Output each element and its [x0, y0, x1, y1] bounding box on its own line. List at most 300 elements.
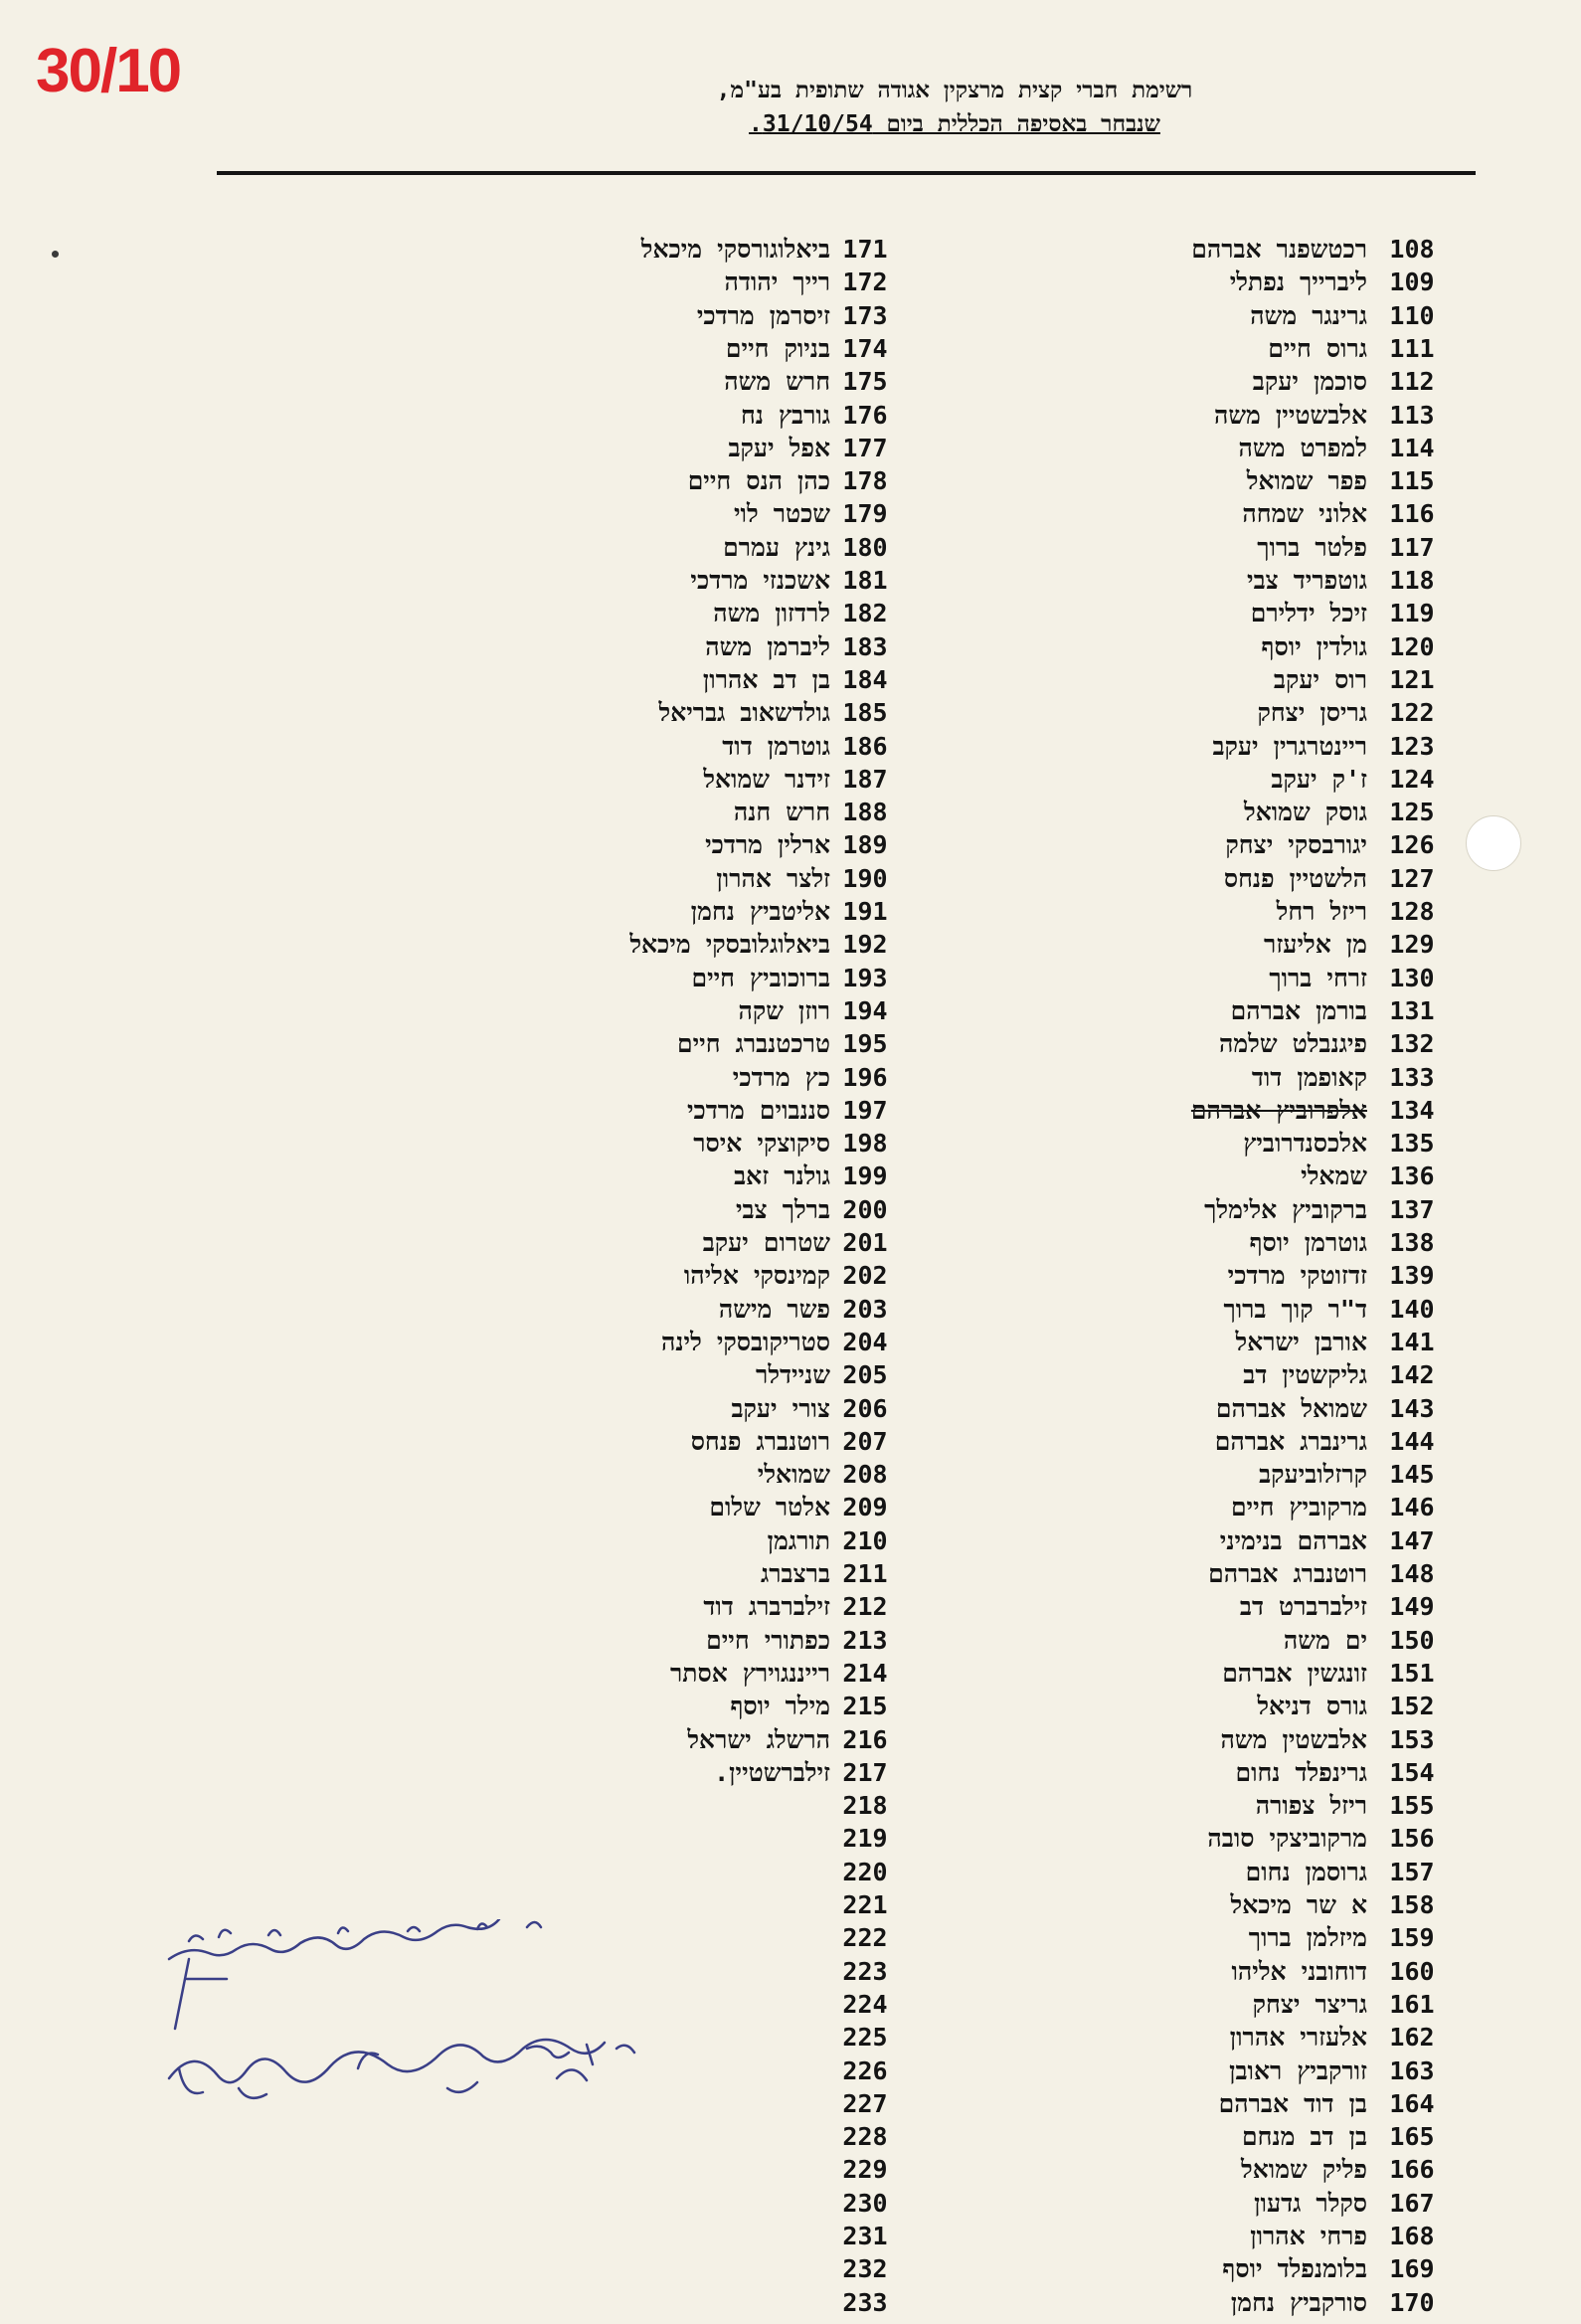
member-row — [1269, 962, 1482, 994]
member-row — [438, 299, 994, 332]
member-number: 112 — [1389, 367, 1435, 397]
member-row — [1208, 1557, 1482, 1590]
member-name: סננבוים מרדכי — [686, 1095, 830, 1125]
member-row — [438, 464, 994, 497]
member-name: אשכנזי מרדכי — [690, 566, 830, 595]
member-row — [438, 432, 994, 464]
member-row — [1213, 399, 1482, 432]
member-number: 224 — [842, 1989, 888, 2019]
member-name: רכטשפנר אברהם — [1191, 235, 1367, 264]
member-row — [1250, 597, 1482, 629]
member-name: רייננגוירץ אסתר — [669, 1658, 830, 1688]
member-name: ביאלוגלובסקי מיכאל — [629, 930, 830, 960]
member-number: 119 — [1389, 599, 1435, 628]
member-name: מן אליעזר — [1264, 930, 1367, 960]
member-number: 220 — [842, 1857, 888, 1886]
member-number: 185 — [842, 698, 888, 728]
member-number: 159 — [1389, 1923, 1435, 1953]
member-row — [438, 1557, 994, 1590]
member-name: סיקוצקי איסר — [693, 1129, 830, 1159]
member-name: חרש חנה — [733, 798, 830, 827]
member-name: רוטנברג פנחס — [690, 1426, 830, 1456]
member-name: ליברמן משה — [705, 631, 830, 661]
member-row — [438, 1326, 994, 1358]
member-row — [438, 233, 994, 266]
member-name: זיסרמן מרדכי — [696, 300, 830, 330]
member-number: 175 — [842, 367, 888, 397]
member-number: 192 — [842, 930, 888, 960]
member-name: בורמן אברהם — [1230, 995, 1367, 1025]
member-number: 184 — [842, 664, 888, 694]
member-name: תורגמן — [767, 1525, 830, 1555]
member-row — [1273, 663, 1482, 696]
member-row — [1242, 497, 1482, 530]
member-number: 142 — [1389, 1360, 1435, 1390]
member-name: בניוק חיים — [725, 333, 830, 363]
member-number: 208 — [842, 1460, 888, 1490]
member-row — [438, 531, 994, 564]
member-name: ברוכוביץ חיים — [691, 963, 830, 992]
member-row — [1255, 1789, 1482, 1822]
member-number: 194 — [842, 995, 888, 1025]
member-name: הלשטיין פנחס — [1223, 863, 1367, 893]
member-name: גורס דניאל — [1257, 1692, 1367, 1721]
member-name: סטריקובסקי לינה — [661, 1327, 830, 1356]
document-title: רשימת חברי קצית מרצקין אגודה שתופית בע"מ, — [716, 78, 1193, 103]
member-number: 189 — [842, 830, 888, 860]
member-number: 125 — [1389, 798, 1435, 827]
member-row — [1252, 1988, 1482, 2021]
member-row — [438, 1822, 994, 1855]
member-row — [1190, 1094, 1482, 1127]
member-number: 141 — [1389, 1327, 1435, 1356]
member-name: צורי יעקב — [731, 1393, 830, 1423]
member-name: שמאלי — [1301, 1162, 1367, 1191]
member-row — [438, 1458, 994, 1491]
member-row — [438, 1888, 994, 1921]
member-row — [438, 497, 994, 530]
member-name: גרינברג אברהם — [1214, 1426, 1367, 1456]
member-number: 156 — [1389, 1824, 1435, 1854]
member-number: 178 — [842, 466, 888, 496]
member-number: 133 — [1389, 1062, 1435, 1092]
member-number: 204 — [842, 1327, 888, 1356]
member-number: 214 — [842, 1658, 888, 1688]
member-row — [1248, 1921, 1482, 1954]
member-number: 128 — [1389, 897, 1435, 926]
member-number: 174 — [842, 333, 888, 363]
member-number: 157 — [1389, 1857, 1435, 1886]
member-number: 198 — [842, 1129, 888, 1159]
member-row — [438, 1061, 994, 1094]
member-name: שכטר לוי — [734, 499, 830, 529]
punch-hole — [1466, 815, 1521, 871]
member-name: רוטנברג אברהם — [1208, 1559, 1367, 1588]
member-name: ריזל רחל — [1276, 897, 1367, 926]
member-number: 177 — [842, 433, 888, 462]
member-row — [438, 663, 994, 696]
member-name: סוכמן יעקב — [1252, 367, 1367, 397]
member-number: 211 — [842, 1559, 888, 1588]
member-number: 176 — [842, 400, 888, 430]
member-name: גורבץ נח — [741, 400, 830, 430]
member-number: 200 — [842, 1194, 888, 1224]
member-name: רוס יעקב — [1273, 664, 1367, 694]
member-row — [1246, 464, 1482, 497]
member-number: 191 — [842, 897, 888, 926]
member-number: 129 — [1389, 930, 1435, 960]
member-name: כץ מרדכי — [732, 1062, 830, 1092]
member-name: זדזוטקי מרדכי — [1227, 1261, 1367, 1291]
member-name: אלטר שלום — [709, 1493, 830, 1522]
member-name: גוטרמן יוסף — [1249, 1228, 1367, 1257]
member-number: 134 — [1389, 1095, 1435, 1125]
member-number: 151 — [1389, 1658, 1435, 1688]
member-number: 167 — [1389, 2188, 1435, 2218]
member-row — [1238, 432, 1482, 464]
member-number: 146 — [1389, 1493, 1435, 1522]
member-number: 126 — [1389, 830, 1435, 860]
member-row — [438, 1491, 994, 1523]
member-row — [438, 597, 994, 629]
member-name: הרשלג ישראל — [687, 1724, 830, 1754]
member-number: 123 — [1389, 731, 1435, 761]
member-row — [1250, 2220, 1482, 2252]
member-number: 121 — [1389, 664, 1435, 694]
member-number: 227 — [842, 2088, 888, 2118]
handwritten-signatures — [149, 1919, 666, 2148]
member-row — [438, 564, 994, 597]
member-row — [438, 828, 994, 861]
member-number: 171 — [842, 235, 888, 264]
member-name: ד"ר קוך ברוך — [1223, 1294, 1367, 1324]
member-row — [438, 1756, 994, 1789]
member-number: 155 — [1389, 1791, 1435, 1821]
member-row — [438, 365, 994, 398]
member-number: 166 — [1389, 2155, 1435, 2185]
member-name: גרוסמן נחום — [1245, 1857, 1367, 1886]
member-number: 115 — [1389, 466, 1435, 496]
member-name: אלכסנדרוביץ — [1243, 1129, 1367, 1159]
member-number: 209 — [842, 1493, 888, 1522]
member-number: 118 — [1389, 566, 1435, 595]
member-number: 219 — [842, 1824, 888, 1854]
member-name: פיגנבלט שלמה — [1218, 1029, 1367, 1059]
member-name: מילר יוסף — [730, 1692, 830, 1721]
member-row — [1230, 1888, 1482, 1921]
member-name: ברקוביץ אלימלך — [1204, 1194, 1367, 1224]
member-row — [1252, 365, 1482, 398]
member-number: 232 — [842, 2254, 888, 2284]
member-row — [1219, 1524, 1482, 1557]
member-name: דוחובני אליהו — [1231, 1956, 1367, 1986]
member-name: אפל יעקב — [728, 433, 830, 462]
member-row — [1231, 1955, 1482, 1988]
member-name: כהן הנס חיים — [687, 466, 830, 496]
member-row — [438, 1160, 994, 1192]
member-number: 138 — [1389, 1228, 1435, 1257]
member-name: שניידלר — [756, 1360, 830, 1390]
member-row — [438, 895, 994, 928]
page-number-stamp: 30/10 — [36, 37, 181, 105]
member-name: גרינפלד נחום — [1235, 1757, 1367, 1787]
member-row — [438, 1358, 994, 1391]
member-row — [438, 862, 994, 895]
member-name: ליברייך נפתלי — [1229, 268, 1367, 297]
member-row — [1191, 233, 1482, 266]
member-row — [1283, 1624, 1482, 1657]
member-row — [1223, 1293, 1482, 1326]
member-name: בן דב אהרון — [702, 664, 830, 694]
member-name: שטרום יעקב — [702, 1228, 830, 1257]
member-row — [1239, 1590, 1482, 1623]
member-row — [438, 696, 994, 729]
member-row — [438, 1657, 994, 1690]
member-row — [1245, 1856, 1482, 1888]
member-row — [1250, 299, 1482, 332]
member-number: 179 — [842, 499, 888, 529]
member-name: פשר מישה — [718, 1294, 830, 1324]
member-number: 150 — [1389, 1625, 1435, 1655]
member-row — [1259, 1458, 1482, 1491]
member-name: ים משה — [1283, 1625, 1367, 1655]
member-row — [1257, 696, 1482, 729]
member-name: ברצברג — [760, 1559, 830, 1588]
member-row — [1220, 1723, 1482, 1756]
member-row — [438, 630, 994, 663]
member-number: 193 — [842, 963, 888, 992]
member-row — [438, 1590, 994, 1623]
member-row — [1229, 2055, 1482, 2087]
member-number: 109 — [1389, 268, 1435, 297]
member-row — [1244, 796, 1482, 828]
member-number: 223 — [842, 1956, 888, 1986]
member-row — [1243, 1127, 1482, 1160]
member-name: פליק שמואל — [1241, 2155, 1367, 2185]
member-number: 163 — [1389, 2056, 1435, 2085]
member-name: ריינטרגרין יעקב — [1212, 731, 1367, 761]
member-number: 218 — [842, 1791, 888, 1821]
member-number: 170 — [1389, 2287, 1435, 2317]
member-row — [1251, 1061, 1482, 1094]
member-row — [1223, 862, 1482, 895]
member-row — [438, 2286, 994, 2319]
member-number: 110 — [1389, 300, 1435, 330]
member-number: 230 — [842, 2188, 888, 2218]
member-name: גריצר יצחק — [1252, 1989, 1367, 2019]
member-number: 143 — [1389, 1393, 1435, 1423]
member-number: 149 — [1389, 1592, 1435, 1622]
member-row — [1254, 2187, 1482, 2220]
member-number: 124 — [1389, 764, 1435, 794]
member-number: 116 — [1389, 499, 1435, 529]
member-name: ז'ק יעקב — [1271, 764, 1367, 794]
member-name: אורבן ישראל — [1235, 1327, 1367, 1356]
member-row — [1257, 1690, 1482, 1722]
member-number: 229 — [842, 2155, 888, 2185]
member-name: קרזלוביעקב — [1259, 1460, 1367, 1490]
member-name: זלצר אהרון — [716, 863, 830, 893]
member-number: 199 — [842, 1162, 888, 1191]
member-row — [438, 2187, 994, 2220]
member-number: 205 — [842, 1360, 888, 1390]
member-number: 131 — [1389, 995, 1435, 1025]
member-number: 122 — [1389, 698, 1435, 728]
member-number: 210 — [842, 1525, 888, 1555]
margin-dot — [52, 251, 59, 258]
member-row — [1222, 2252, 1482, 2285]
member-row — [438, 1127, 994, 1160]
member-name: רוזן שקה — [738, 995, 830, 1025]
member-name: גליקשטין דב — [1243, 1360, 1367, 1390]
member-row — [438, 2220, 994, 2252]
member-number: 137 — [1389, 1194, 1435, 1224]
member-row — [1230, 2286, 1482, 2319]
member-number: 186 — [842, 731, 888, 761]
member-number: 161 — [1389, 1989, 1435, 2019]
member-number: 132 — [1389, 1029, 1435, 1059]
member-number: 180 — [842, 532, 888, 562]
member-row — [438, 1226, 994, 1259]
member-number: 147 — [1389, 1525, 1435, 1555]
member-name: גוסק שמואל — [1244, 798, 1367, 827]
member-name: רייך יהודה — [724, 268, 830, 297]
member-number: 233 — [842, 2287, 888, 2317]
member-row — [1222, 1657, 1482, 1690]
member-number: 183 — [842, 631, 888, 661]
member-number: 206 — [842, 1393, 888, 1423]
member-name: גריסן יצחק — [1257, 698, 1367, 728]
member-name: זונגשין אברהם — [1222, 1658, 1367, 1688]
member-number: 160 — [1389, 1956, 1435, 1986]
member-name: חרש משה — [724, 367, 830, 397]
member-name: שמואל אברהם — [1215, 1393, 1367, 1423]
member-row — [438, 928, 994, 961]
member-name: ריזל צפורה — [1255, 1791, 1367, 1821]
member-row — [1218, 2087, 1482, 2120]
member-row — [1235, 1326, 1482, 1358]
document-subtitle: שנבחר באסיפה הכללית ביום 31/10/54. — [749, 111, 1160, 137]
member-number: 221 — [842, 1890, 888, 1919]
member-name: ברלך צבי — [735, 1194, 830, 1224]
member-name: מרקוביץ חיים — [1230, 1493, 1367, 1522]
member-name: זילברשטיין. — [714, 1757, 830, 1787]
member-number: 165 — [1389, 2122, 1435, 2152]
member-name: מיזלמן ברוך — [1248, 1923, 1367, 1953]
member-number: 173 — [842, 300, 888, 330]
member-name: גולדין יוסף — [1261, 631, 1367, 661]
member-number: 203 — [842, 1294, 888, 1324]
member-number: 152 — [1389, 1692, 1435, 1721]
member-number: 181 — [842, 566, 888, 595]
member-row — [438, 1392, 994, 1425]
member-number: 169 — [1389, 2254, 1435, 2284]
member-name: קאופמן דוד — [1251, 1062, 1367, 1092]
member-row — [438, 1624, 994, 1657]
member-number: 212 — [842, 1592, 888, 1622]
member-row — [438, 1723, 994, 1756]
member-row — [1218, 1027, 1482, 1060]
member-number: 158 — [1389, 1890, 1435, 1919]
member-name: ביאלוגורסקי מיכאל — [640, 235, 830, 264]
member-row — [1215, 1392, 1482, 1425]
member-row — [1227, 1259, 1482, 1292]
member-row — [438, 399, 994, 432]
member-name: בן דב מנחם — [1242, 2122, 1367, 2152]
member-row — [438, 730, 994, 763]
member-number: 113 — [1389, 400, 1435, 430]
member-number: 228 — [842, 2122, 888, 2152]
member-row — [1214, 1425, 1482, 1458]
member-number: 222 — [842, 1923, 888, 1953]
member-row — [1301, 1160, 1482, 1192]
member-number: 231 — [842, 2222, 888, 2250]
member-row — [438, 1027, 994, 1060]
member-row — [438, 332, 994, 365]
member-row — [1276, 895, 1482, 928]
member-name: פפר שמואל — [1246, 466, 1367, 496]
member-name: גולדשאוב גבריאל — [658, 698, 830, 728]
member-number: 190 — [842, 863, 888, 893]
member-row — [1242, 2120, 1482, 2153]
member-number: 120 — [1389, 631, 1435, 661]
member-name: גוטפריד צבי — [1247, 566, 1367, 595]
header-rule — [217, 171, 1476, 175]
member-name: כפתורי חיים — [706, 1625, 830, 1655]
member-number: 195 — [842, 1029, 888, 1059]
member-name: אלבשטיין משה — [1213, 400, 1367, 430]
member-name: גרינגר משה — [1250, 300, 1367, 330]
member-row — [1247, 564, 1482, 597]
member-row — [438, 763, 994, 796]
member-number: 196 — [842, 1062, 888, 1092]
member-number: 144 — [1389, 1426, 1435, 1456]
member-name: לרדזון משה — [713, 599, 830, 628]
member-number: 114 — [1389, 433, 1435, 462]
member-number: 130 — [1389, 963, 1435, 992]
member-number: 182 — [842, 599, 888, 628]
member-number: 201 — [842, 1228, 888, 1257]
member-name: סקלר גדעון — [1254, 2188, 1367, 2218]
member-row — [438, 1524, 994, 1557]
member-row — [1235, 1756, 1482, 1789]
member-number: 207 — [842, 1426, 888, 1456]
member-number: 154 — [1389, 1757, 1435, 1787]
member-number: 145 — [1389, 1460, 1435, 1490]
member-row — [438, 2153, 994, 2186]
member-number: 187 — [842, 764, 888, 794]
member-name: זורקביץ ראובן — [1229, 2056, 1367, 2085]
member-name: פלטר ברוך — [1257, 532, 1367, 562]
member-row — [1268, 332, 1482, 365]
member-number: 162 — [1389, 2023, 1435, 2053]
member-number: 168 — [1389, 2222, 1435, 2250]
member-name: זרחי ברוך — [1269, 963, 1367, 992]
member-name: אלפרוביץ אברהם — [1190, 1095, 1367, 1125]
member-row — [1229, 266, 1482, 298]
member-number: 111 — [1389, 333, 1435, 363]
member-row — [438, 1690, 994, 1722]
member-name: מרקוביצקי סובה — [1207, 1824, 1367, 1854]
member-number: 215 — [842, 1692, 888, 1721]
member-name: גינץ עמרם — [723, 532, 830, 562]
member-row — [438, 1193, 994, 1226]
member-name: בלומנפלד יוסף — [1222, 2254, 1367, 2284]
member-name: גרוס חיים — [1268, 333, 1367, 363]
member-name: שמואלי — [757, 1460, 830, 1490]
member-name: אליטביץ נחמן — [690, 897, 830, 926]
member-number: 135 — [1389, 1129, 1435, 1159]
